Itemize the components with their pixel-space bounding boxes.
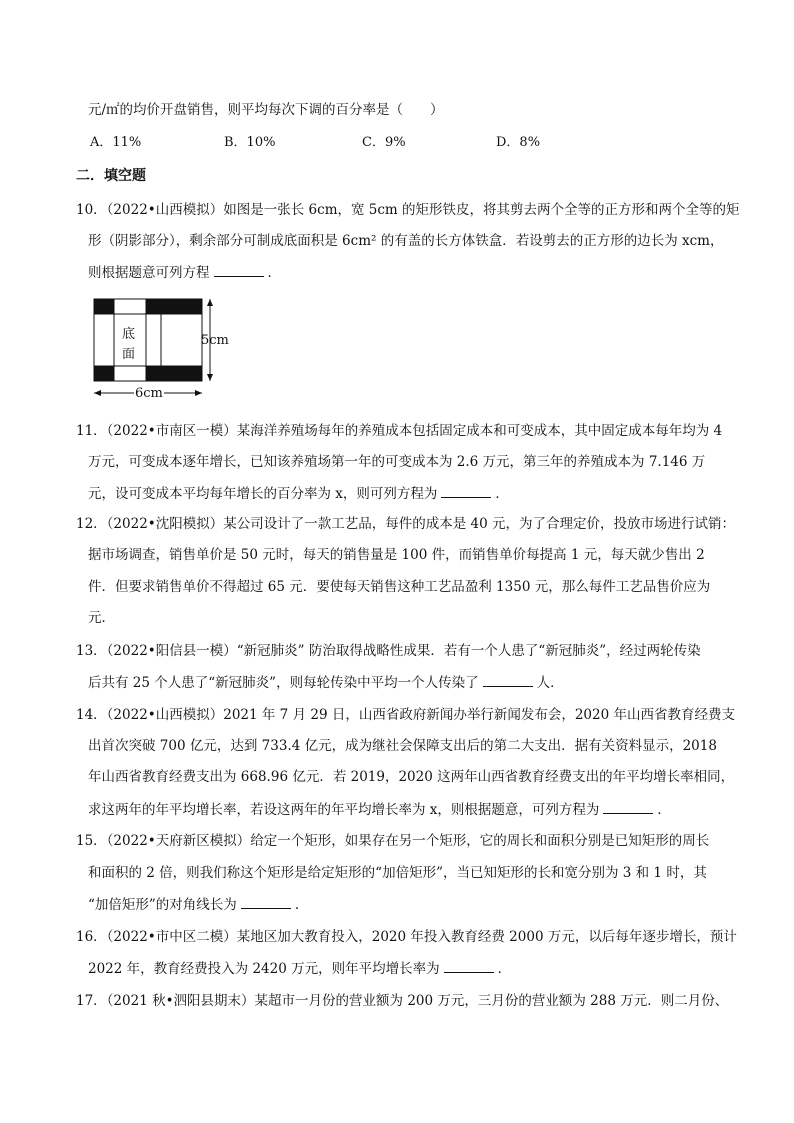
section-title: 二．填空题 bbox=[76, 168, 146, 184]
q14-line-2: 出首次突破 700 亿元，达到 733.4 亿元，成为继社会保障支出后的第二大支出．据有关资料显示，2018 bbox=[88, 738, 717, 754]
q13-text: 后共有 25 个人患了“新冠肺炎”，则每轮传染中平均一个人传染了 bbox=[88, 675, 479, 691]
shaded-square-top-left bbox=[94, 299, 114, 314]
option-b: B．10% bbox=[224, 135, 276, 150]
q10-end: ． bbox=[267, 265, 281, 281]
shaded-rect-bottom bbox=[146, 366, 202, 381]
q15-text: “加倍矩形”的对角线长为 bbox=[88, 897, 237, 913]
q14-line-4 bbox=[88, 799, 671, 820]
width-label: 6cm bbox=[135, 386, 163, 401]
q15-line-1: 15．（2022•天府新区模拟）给定一个矩形，如果存在另一个矩形，它的周长和面积分别是已知矩形的周长 bbox=[76, 833, 710, 849]
q12-line-4: 元． bbox=[88, 610, 115, 626]
q11-text: 元，设可变成本平均每年增长的百分率为 x，则可列方程为 bbox=[88, 486, 438, 502]
option-d: D．8% bbox=[496, 135, 541, 150]
q9-continuation: 元/㎡的均价开盘销售，则平均每次下调的百分率是（ ） bbox=[88, 102, 444, 118]
q14-line-1: 14．（2022•山西模拟）2021 年 7 月 29 日，山西省政府新闻办举行新闻发布会，2020 年山西省教育经费支 bbox=[76, 707, 735, 723]
q15-end: ． bbox=[294, 897, 309, 913]
q11-line-3 bbox=[88, 483, 509, 504]
q14-end: ． bbox=[657, 802, 671, 818]
q17-line-1: 17．（2021 秋•泗阳县期末）某超市一月份的营业额为 200 万元，三月份的营业额为 288 万元．则二月份、 bbox=[76, 993, 729, 1009]
q11-line-2: 万元，可变成本逐年增长，已知该养殖场第一年的可变成本为 2.6 万元，第三年的养殖成本为 7.146 万 bbox=[88, 454, 706, 470]
q10-line-2: 形（阴影部分），剩余部分可制成底面积是 6cm² 的有盖的长方体铁盒．若设剪去的正方形的边长为 xcm， bbox=[88, 233, 724, 249]
shaded-square-bottom-left bbox=[94, 366, 114, 381]
q16-end: ． bbox=[497, 961, 512, 977]
q12-line-2: 据市场调查，销售单价是 50 元时，每天的销售量是 100 件，而销售单价每提高 1 元，每天就少售出 2 bbox=[88, 547, 705, 563]
height-label: 5cm bbox=[201, 333, 229, 348]
rectangle-figure bbox=[88, 296, 248, 408]
answer-blank bbox=[214, 262, 264, 277]
q11-line-1: 11．（2022•市南区一模）某海洋养殖场每年的养殖成本包括固定成本和可变成本，其中固定成本每年均为 4 bbox=[76, 423, 723, 439]
q16-line-1: 16．（2022•市中区二模）某地区加大教育投入，2020 年投入教育经费 2000 万元，以后每年逐步增长，预计 bbox=[76, 929, 737, 945]
q13-end: 人． bbox=[536, 675, 564, 691]
q11-end: ． bbox=[495, 486, 509, 502]
q13-line-2 bbox=[88, 672, 564, 693]
q15-line-3 bbox=[88, 894, 308, 915]
answer-blank bbox=[241, 894, 291, 909]
iron-sheet-diagram bbox=[88, 296, 248, 404]
figure-label-di: 底 bbox=[122, 327, 136, 342]
q10-line-3 bbox=[88, 262, 281, 283]
answer-blank bbox=[483, 672, 533, 687]
q10-text: 则根据题意可列方程 bbox=[88, 265, 210, 281]
shaded-rect-top bbox=[146, 299, 202, 314]
q15-line-2: 和面积的 2 倍，则我们称这个矩形是给定矩形的“加倍矩形”，当已知矩形的长和宽分别为 3 和 1 时，其 bbox=[88, 865, 707, 881]
q10-line-1: 10．（2022•山西模拟）如图是一张长 6cm，宽 5cm 的矩形铁皮，将其剪去两个全等的正方形和两个全等的矩 bbox=[76, 202, 740, 218]
option-c: C．9% bbox=[362, 135, 406, 150]
option-a: A．11% bbox=[90, 135, 142, 150]
q12-line-3: 件．但要求销售单价不得超过 65 元．要使每天销售这种工艺品盈利 1350 元，那么每件工艺品售价应为 bbox=[88, 579, 711, 595]
figure-label-mian: 面 bbox=[122, 347, 136, 362]
q12-line-1: 12．（2022•沈阳模拟）某公司设计了一款工艺品，每件的成本是 40 元，为了合理定价，投放市场进行试销： bbox=[76, 516, 736, 532]
q16-text: 2022 年，教育经费投入为 2420 万元，则年平均增长率为 bbox=[88, 961, 440, 977]
answer-blank bbox=[441, 483, 491, 498]
answer-blank bbox=[603, 799, 653, 814]
answer-blank bbox=[444, 958, 494, 973]
q13-line-1: 13．（2022•阳信县一模）“新冠肺炎” 防治取得战略性成果．若有一个人患了“新冠肺炎”，经过两轮传染 bbox=[76, 643, 701, 659]
q16-line-2 bbox=[88, 958, 511, 979]
q14-text: 求这两年的年平均增长率，若设这两年的年平均增长率为 x，则根据题意，可列方程为 bbox=[88, 802, 600, 818]
q14-line-3: 年山西省教育经费支出为 668.96 亿元．若 2019，2020 这两年山西省教育经费支出的年平均增长率相同， bbox=[88, 769, 735, 785]
